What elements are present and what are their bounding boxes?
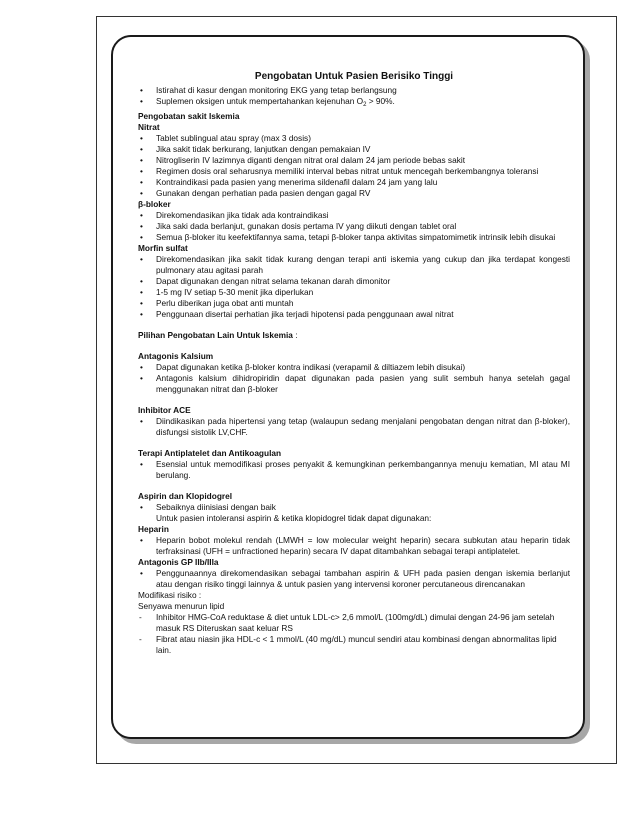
heparin-heading: Heparin (138, 524, 169, 534)
antagonis-kalsium-heading: Antagonis Kalsium (138, 351, 214, 361)
nitrat-heading: Nitrat (138, 122, 160, 132)
morfin-list (138, 254, 570, 320)
gp-heading: Antagonis GP IIb/IIIa (138, 557, 219, 567)
iskemia-heading: Pengobatan sakit Iskemia (138, 111, 240, 121)
list-item: • Suplemen oksigen untuk mempertahankan kejenuhan $O_2 > 90\%$. (138, 96, 570, 111)
list-item: • Penggunaannya direkomendasikan sebagai tambahan aspirin & UFH pada pasien dengan iskemia berlanjut atau dengan risiko tinggi lainnya & untuk pasien yang intervensi koroner percutaneous direncanakan (138, 568, 570, 590)
document-title: Pengobatan Untuk Pasien Berisiko Tinggi (254, 71, 454, 82)
list-item: • Esensial untuk memodifikasi proses penyakit & kemungkinan perkembangannya menuju kematian, MI atau MI berulang. (138, 459, 570, 481)
list-item: • Regimen dosis oral seharusnya memiliki interval bebas nitrat untuk mencegah berkembangnya toleransi (138, 166, 570, 177)
heparin-list (138, 535, 570, 557)
nitrat-list (138, 133, 570, 199)
list-item: • Semua β-bloker itu keefektifannya sama, tetapi β-bloker tanpa aktivitas simpatomimetik intrinsik lebih disukai (138, 232, 570, 243)
list-item: • Gunakan dengan perhatian pada pasien dengan gagal RV (138, 188, 570, 199)
list-item: • Tablet sublingual atau spray (max 3 dosis) (138, 133, 570, 144)
antiplatelet-list (138, 459, 570, 481)
aspirin-note: Untuk pasien intoleransi aspirin & ketika klopidogrel tidak dapat digunakan: (156, 513, 432, 523)
list-item: • Direkomendasikan jika sakit tidak kurang dengan terapi anti iskemia yang cukup dan jika terdapat kongesti pulmonary atau agitasi parah (138, 254, 570, 276)
list-item: • Jika sakit tidak berkurang, lanjutkan dengan pemakaian IV (138, 144, 570, 155)
aspirin-list (138, 502, 570, 513)
aspirin-heading: Aspirin dan Klopidogrel (138, 491, 233, 501)
list-item: • Kontraindikasi pada pasien yang menerima sildenafil dalam 24 jam yang lalu (138, 177, 570, 188)
antagonis-kalsium-list (138, 362, 570, 395)
list-item: • Sebaiknya diinisiasi dengan baik (138, 502, 570, 513)
list-item: • Diindikasikan pada hipertensi yang tetap (walaupun sedang menjalani pengobatan dengan nitrat dan β-bloker), disfungsi sistolik LV,CHF. (138, 416, 570, 438)
list-item: • Nitrogliserin IV lazimnya diganti dengan nitrat oral dalam 24 jam periode bebas sakit (138, 155, 570, 166)
list-item: - Inhibitor HMG-CoA reduktase & diet untuk LDL-c> 2,6 mmol/L (100mg/dL) dimulai dengan 24-96 jam setelah masuk RS Diteruskan saat keluar RS (138, 612, 570, 634)
document-body (138, 71, 570, 656)
list-item: • 1-5 mg IV setiap 5-30 menit jika diperlukan (138, 287, 570, 298)
list-item: - Fibrat atau niasin jika HDL-c < 1 mmol/L (40 mg/dL) muncul sendiri atau kombinasi dengan abnormalitas lipid lain. (138, 634, 570, 656)
beta-bloker-list (138, 210, 570, 243)
list-item: • Antagonis kalsium dihidropiridin dapat digunakan pada pasien yang sulit sembuh hanya setelah gagal menggunakan nitrat dan β-bloker (138, 373, 570, 395)
antiplatelet-heading: Terapi Antiplatelet dan Antikoagulan (138, 448, 282, 458)
lipid-list (138, 612, 570, 656)
list-item: • Dapat digunakan dengan nitrat selama tekanan darah dimonitor (138, 276, 570, 287)
list-item: • Dapat digunakan ketika β-bloker kontra indikasi (verapamil & diltiazem lebih disukai) (138, 362, 570, 373)
list-item: • Penggunaan disertai perhatian jika terjadi hipotensi pada penggunaan awal nitrat (138, 309, 570, 320)
modifikasi-label: Modifikasi risiko : (138, 590, 202, 600)
pilihan-heading: Pilihan Pengobatan Lain Untuk Iskemia : (138, 330, 298, 340)
list-item: • Heparin bobot molekul rendah (LMWH = low molecular weight heparin) secara subkutan atau heparin tidak terfraksinasi (UFH = unfractioned heparin) secara IV dapat ditambahkan sebagai terapi antiplatelet. (138, 535, 570, 557)
list-item: • Perlu diberikan juga obat anti muntah (138, 298, 570, 309)
morfin-heading: Morfin sulfat (138, 243, 188, 253)
inhibitor-ace-list (138, 416, 570, 438)
gp-list (138, 568, 570, 590)
list-item: • Direkomendasikan jika tidak ada kontraindikasi (138, 210, 570, 221)
beta-bloker-heading: β-bloker (138, 199, 171, 209)
list-item: • Jika saki dada berlanjut, gunakan dosis pertama IV yang diikuti dengan tablet oral (138, 221, 570, 232)
list-item: • Istirahat di kasur dengan monitoring EKG yang tetap berlangsung (138, 85, 570, 96)
lipid-label: Senyawa menurun lipid (138, 601, 225, 611)
inhibitor-ace-heading: Inhibitor ACE (138, 405, 191, 415)
general-list (138, 85, 570, 111)
